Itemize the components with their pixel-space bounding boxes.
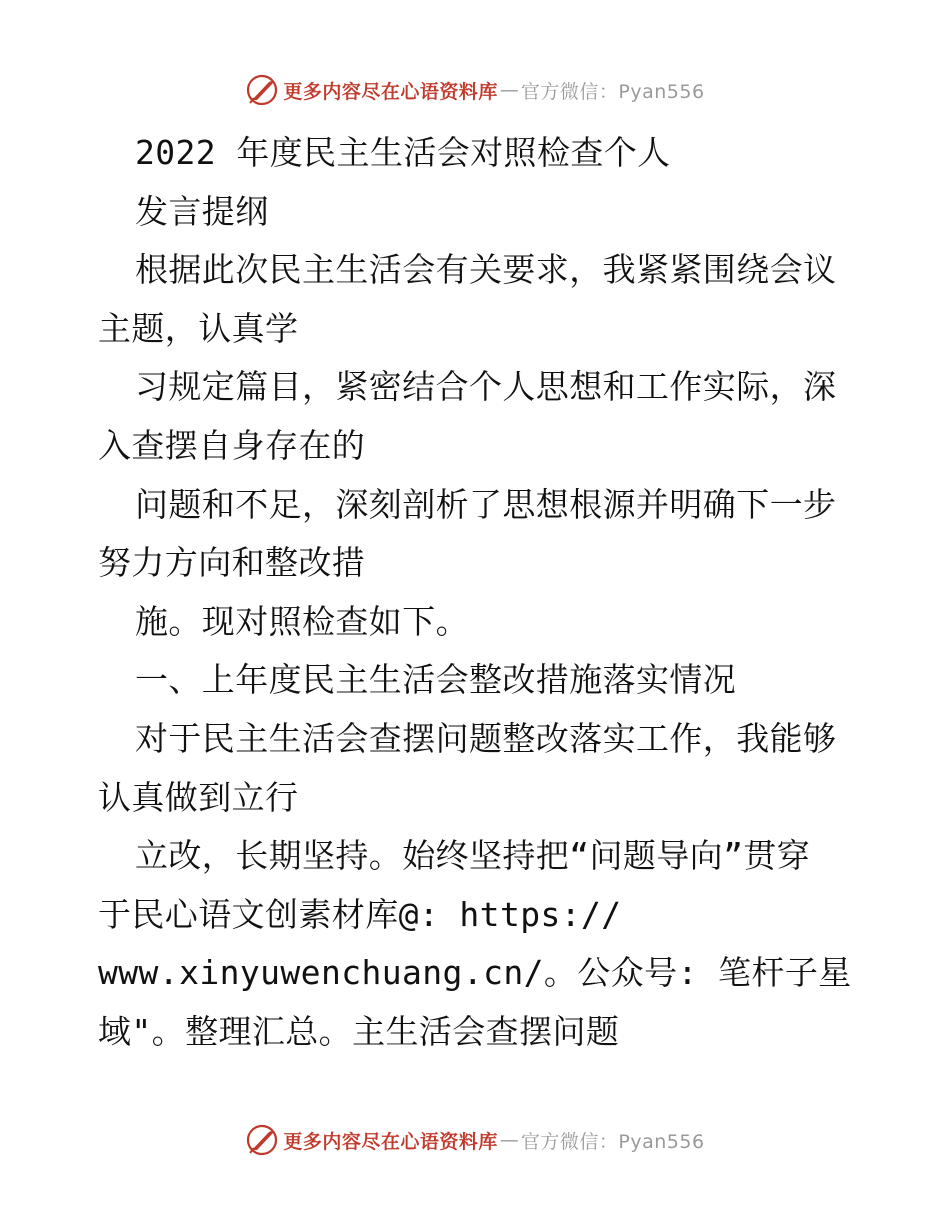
paragraph-line: 习规定篇目，紧密结合个人思想和工作实际，深: [135, 367, 837, 407]
quill-logo-icon: [245, 1123, 279, 1157]
paragraph-line: www.xinyuwenchuang.cn/。公众号: 笔杆子星: [98, 953, 852, 993]
paragraph-line: 于民心语文创素材库@: https://: [98, 894, 622, 934]
document-body: [98, 124, 858, 1062]
document-title-line-2: 发言提纲: [135, 191, 269, 231]
paragraph-line: 对于民主生活会查摆问题整改落实工作，我能够: [135, 718, 837, 758]
footer-dash: —: [499, 1129, 519, 1151]
header-contact-text: 官方微信：Pyan556: [520, 80, 705, 103]
footer-brand-text: 更多内容尽在心语资料库: [283, 1130, 498, 1153]
quill-logo-icon: [245, 73, 279, 107]
footer-contact-text: 官方微信：Pyan556: [520, 1130, 705, 1153]
paragraph-line: 努力方向和整改措: [98, 543, 366, 583]
paragraph-line: 根据此次民主生活会有关要求，我紧紧围绕会议: [135, 250, 837, 290]
document-title-line-1: 2022 年度民主生活会对照检查个人: [135, 133, 671, 172]
header-brand-text: 更多内容尽在心语资料库: [283, 80, 498, 103]
paragraph-line: 施。现对照检查如下。: [135, 601, 469, 641]
footer-watermark-banner: [0, 1120, 950, 1160]
header-watermark-banner: [0, 70, 950, 110]
paragraph-line: 主题，认真学: [98, 308, 299, 348]
paragraph-line: 认真做到立行: [98, 777, 299, 817]
paragraph-line: 域"。整理汇总。主生活会查摆问题: [98, 1011, 620, 1051]
paragraph-line: 入查摆自身存在的: [98, 425, 366, 465]
section-heading-1: 一、上年度民主生活会整改措施落实情况: [135, 660, 737, 700]
paragraph-line: 问题和不足，深刻剖析了思想根源并明确下一步: [135, 484, 837, 524]
header-dash: —: [499, 79, 519, 101]
paragraph-line: 立改，长期坚持。始终坚持把“问题导向”贯穿: [135, 836, 811, 876]
